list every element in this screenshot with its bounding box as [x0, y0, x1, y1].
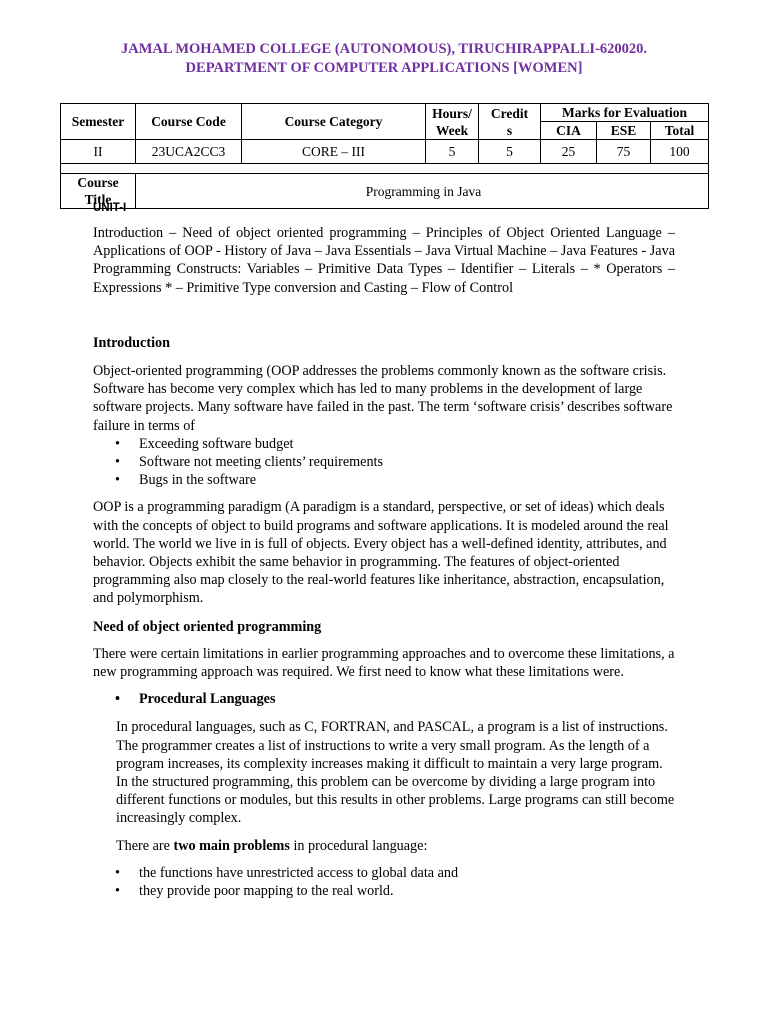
- list-item: • they provide poor mapping to the real world.: [93, 882, 675, 900]
- cell-semester: II: [61, 140, 136, 164]
- cell-ese: 75: [597, 140, 651, 164]
- procedural-heading: • Procedural Languages: [93, 690, 675, 708]
- cell-course-code: 23UCA2CC3: [136, 140, 242, 164]
- list-item: • the functions have unrestricted access to global data and: [93, 864, 675, 882]
- two-problems-pre: There are: [116, 837, 174, 854]
- two-problems-bold: two main problems: [173, 837, 290, 854]
- list-item: • Software not meeting clients’ requirements: [93, 453, 675, 471]
- course-title-label: Course Title: [61, 174, 136, 209]
- cell-credits: 5: [479, 140, 541, 164]
- two-problems-post: in procedural language:: [289, 837, 428, 854]
- course-title-value: Programming in Java: [136, 174, 709, 209]
- department-name: DEPARTMENT OF COMPUTER APPLICATIONS [WOMEN]: [185, 60, 583, 76]
- header-course-category: Course Category: [242, 104, 426, 140]
- table-spacer: [61, 164, 709, 174]
- header-marks: Marks for Evaluation: [541, 104, 709, 122]
- unit-label: UNIT-I: [93, 202, 127, 214]
- header-total: Total: [651, 122, 709, 140]
- intro-paragraph-2: OOP is a programming paradigm (A paradigm is a standard, perspective, or set of ideas) which deals with the concepts of object to build programs and software applications. It is modeled around the real world. The world we live in is full of objects. Every object has a well-defined identity, attributes, and behavior. Objects exhibit the same behavior in programming. The features of object-oriented programming also map closely to the real-world features like inheritance, abstraction, encapsulation, and polymorphism.: [93, 499, 669, 607]
- header-hours-week: [426, 104, 479, 140]
- header-course-code: Course Code: [136, 104, 242, 140]
- need-paragraph: There were certain limitations in earlier programming approaches and to overcome these limitations, a new programming approach was required. We first need to know what these limitations were.: [93, 645, 675, 681]
- syllabus-paragraph: Introduction – Need of object oriented programming – Principles of Object Oriented Language – Applications of OOP - History of Java – Java Essentials – Java Virtual Machine – Java Features - Java Programming Constructs: Variables – Primitive Data Types – Identifier – Literals – * Operators – Expressions * – Primitive Type conversion and Casting – Flow of Control: [93, 225, 675, 296]
- need-heading: Need of object oriented programming: [93, 618, 322, 635]
- cell-course-category: CORE – III: [242, 140, 426, 164]
- cell-total: 100: [651, 140, 709, 164]
- header-cia: CIA: [541, 122, 597, 140]
- header-ese: ESE: [597, 122, 651, 140]
- intro-paragraph-1: Object-oriented programming (OOP addresses the problems commonly known as the software crisis. Software has become very complex which has led to many problems in the development of large software projects. Many software have failed in the past. The term ‘software crisis’ describes software failure in terms of: [93, 363, 673, 434]
- course-table: [60, 103, 709, 209]
- list-item: • Bugs in the software: [93, 471, 675, 489]
- problems-list: [93, 864, 675, 900]
- cell-cia: 25: [541, 140, 597, 164]
- procedural-list: [93, 690, 675, 708]
- introduction-heading: Introduction: [93, 334, 170, 351]
- two-problems-line: [93, 837, 675, 855]
- credit-label-1: Credit: [490, 105, 529, 121]
- header-credits: [479, 104, 541, 140]
- header-semester: Semester: [61, 104, 136, 140]
- crisis-list: [93, 435, 675, 490]
- procedural-paragraph: In procedural languages, such as C, FORTRAN, and PASCAL, a program is a list of instructions. The programmer creates a list of instructions to write a very small program. As the length of a program increases, its complexity increases making it difficult to maintain a very large program. In the structured programming, this problem can be overcome by dividing a large program into different functions or modules, but this results in other problems. Large programs can still become increasingly complex.: [116, 719, 675, 827]
- college-header: [0, 40, 768, 78]
- list-item: • Exceeding software budget: [93, 435, 675, 453]
- credit-label-2: s: [506, 122, 513, 138]
- document-body: [93, 224, 675, 900]
- hours-label-2: Week: [435, 122, 469, 138]
- college-name: JAMAL MOHAMED COLLEGE (AUTONOMOUS), TIRUCHIRAPPALLI-620020.: [120, 41, 648, 57]
- hours-label-1: Hours/: [432, 105, 472, 121]
- cell-hours: 5: [426, 140, 479, 164]
